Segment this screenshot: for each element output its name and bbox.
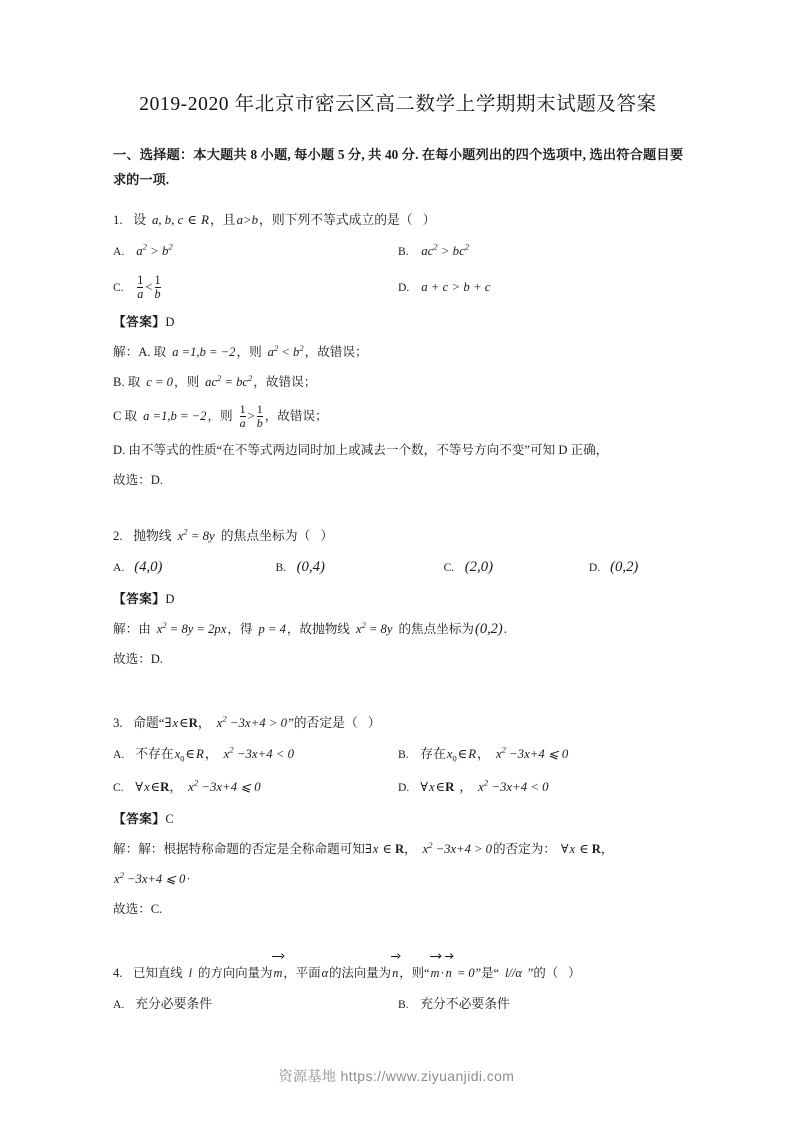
option-label-c: C. bbox=[443, 561, 455, 574]
math-a-b-c-in-R: a, b, c bbox=[152, 213, 184, 227]
question-2-answer bbox=[113, 584, 683, 614]
question-1-option-d[interactable] bbox=[398, 268, 683, 307]
option-label-a: A. bbox=[113, 245, 125, 258]
q3-sol-pre: 解：根据特称命题的否定是全称命题可知 bbox=[138, 842, 365, 856]
question-2-option-c[interactable] bbox=[444, 551, 589, 584]
question-4-stem-part-6: ”是“ bbox=[475, 966, 499, 980]
question-1-solution-line-c: C 取 a =1,b = −2，则 $\frac{1}{a}$ > $\frac{1}{b}$ ，故错误； bbox=[113, 402, 328, 430]
question-block-3 bbox=[113, 708, 683, 924]
answer-tag: 【答案】 bbox=[113, 315, 166, 329]
question-block-2 bbox=[113, 521, 683, 674]
math-a-plus-c-gt-b-plus-c: a + c > b + c bbox=[421, 280, 491, 294]
q1-sol-a-pre: A. 取 bbox=[138, 345, 167, 359]
question-1-number: 1. bbox=[113, 213, 123, 227]
question-4-stem-part-4: 的法向量为 bbox=[329, 966, 392, 980]
option-label-d: D. bbox=[398, 781, 410, 794]
math-x2-eq-8y: $x^2 = 8y$ bbox=[177, 526, 215, 543]
question-1-solution-line-d: D. 由不等式的性质“在不等式两边同时加上或减去一个数，不等号方向不变”可知 D 正确， bbox=[113, 443, 609, 457]
question-3-stem: 3. 命题“∃x∈R， $x^2 -3x+4 > 0$”的否定是（ ） bbox=[113, 708, 683, 738]
answer-tag: 【答案】 bbox=[113, 812, 166, 826]
option-label-d: D. bbox=[398, 281, 410, 294]
option-label-b: B. bbox=[398, 748, 409, 761]
q2-sol-post: . bbox=[503, 622, 507, 636]
q2-sol-mid1: ，得 bbox=[227, 622, 253, 636]
q3-sol-mid: 的否定为： bbox=[492, 842, 556, 856]
solution-prefix: 解： bbox=[113, 842, 139, 856]
q2-sol-pre: 解：由 bbox=[113, 622, 151, 636]
question-1-stem-part-2: ，且 bbox=[210, 213, 236, 227]
fraction-one-over-b: $\frac{1}{b}$ bbox=[154, 273, 161, 301]
question-3-options-row-2 bbox=[113, 771, 683, 804]
q3-sol-tail-dot: · bbox=[186, 872, 191, 886]
q1-sol-b-post: ，故错误； bbox=[253, 375, 317, 389]
question-2-option-b[interactable] bbox=[275, 551, 443, 584]
page-title: 2019-2020 年北京市密云区高二数学上学期期末试题及答案 bbox=[139, 94, 657, 115]
option-label-a: A. bbox=[113, 998, 125, 1011]
question-2-option-b-value: (0,4) bbox=[296, 559, 325, 575]
solution-prefix: 解： bbox=[113, 345, 139, 359]
question-2-answer-value: D bbox=[165, 592, 175, 606]
question-3-stem-part-3: ） bbox=[367, 716, 381, 730]
question-3-answer-value: C bbox=[165, 812, 174, 826]
question-4-stem-part-3: ，平面 bbox=[283, 966, 321, 980]
question-3-answer bbox=[113, 804, 683, 834]
question-1-stem-part-1: 设 bbox=[133, 213, 146, 227]
option-label-d: D. bbox=[588, 561, 601, 574]
question-1-options-row-1 bbox=[113, 235, 683, 268]
q1-sol-b-pre: B. 取 bbox=[113, 375, 141, 389]
question-2-solution: 解：由 $x^2 = 8y = 2px$，得 p = 4，故抛物线 $x^2 = 8y$ 的焦点坐标为(0,2). bbox=[113, 619, 507, 637]
question-2-stem-part-2: 的焦点坐标为（ bbox=[220, 529, 311, 543]
question-2-conclusion: 故选：D. bbox=[113, 652, 164, 666]
question-4-stem-part-1: 已知直线 bbox=[133, 966, 183, 980]
fraction-one-over-a: $\frac{1}{a}$ bbox=[137, 273, 144, 301]
math-a-gt-b: a>b bbox=[236, 213, 259, 227]
question-2-option-d-value: (0,2) bbox=[610, 559, 639, 575]
question-2-stem-part-1: 抛物线 bbox=[133, 529, 172, 543]
question-2-option-a-value: (4,0) bbox=[134, 559, 163, 575]
q1-sol-c-pre: C 取 bbox=[113, 409, 138, 423]
question-2-options-row bbox=[113, 551, 683, 584]
question-4-stem-part-7: ”的（ bbox=[527, 966, 559, 980]
answer-tag: 【答案】 bbox=[113, 592, 166, 606]
q1-sol-c-post: ，故错误； bbox=[264, 409, 328, 423]
question-3-conclusion: 故选：C. bbox=[113, 902, 163, 916]
question-4-option-a-value: 充分必要条件 bbox=[135, 997, 212, 1011]
question-3-solution-line-2: $x^2 -3x+4$ ⩽ 0· bbox=[114, 869, 191, 886]
question-1-stem-part-4: ） bbox=[422, 213, 436, 227]
question-3-option-c[interactable]: C. ∀x∈R， $x^2 -3x+4$ ⩽ 0 bbox=[113, 771, 398, 804]
question-1-solution-line-a: 解：A. 取 a =1,b = −2，则 $a^2 < b^2$，故错误； bbox=[113, 342, 368, 359]
option-label-a: A. bbox=[113, 561, 125, 574]
question-4-stem: 4. 已知直线 l 的方向向量为m，平面α的法向量为n，则“m·n = 0”是“ l//α ”的（ ） bbox=[113, 958, 683, 988]
question-4-option-a[interactable] bbox=[113, 988, 398, 1021]
q2-sol-mid3: 的焦点坐标为 bbox=[398, 622, 474, 636]
question-3-number: 3. bbox=[113, 716, 123, 730]
question-2-option-a[interactable] bbox=[113, 551, 275, 584]
q2-sol-mid2: ，故抛物线 bbox=[286, 622, 350, 636]
question-2-option-c-value: (2,0) bbox=[464, 559, 493, 575]
question-1-solution-line-b: B. 取 c = 0，则 $ac^2 = bc^2$，故错误； bbox=[113, 372, 317, 389]
question-3-option-d[interactable]: D. ∀x∈R ， $x^2 -3x+4 < 0$ bbox=[398, 771, 683, 804]
math-ac2-gt-bc2: $ac^2 > bc^2$ bbox=[421, 241, 470, 258]
option-label-c: C. bbox=[113, 781, 124, 794]
math-a2-gt-b2: $a^2 > b^2$ bbox=[136, 241, 173, 258]
question-4-option-b-value: 充分不必要条件 bbox=[420, 997, 510, 1011]
question-4-stem-part-2: 的方向向量为 bbox=[198, 966, 273, 980]
question-2-stem bbox=[113, 521, 683, 551]
q1-sol-b-mid: ，则 bbox=[173, 375, 200, 389]
vector-n: n bbox=[391, 958, 399, 988]
question-1-option-a[interactable] bbox=[113, 235, 398, 268]
question-4-options-row-1 bbox=[113, 988, 683, 1021]
question-block-1 bbox=[113, 205, 683, 495]
vector-m: m bbox=[272, 958, 283, 988]
option-label-b: B. bbox=[398, 245, 409, 258]
question-3-stem-part-2: ”的否定是（ bbox=[288, 716, 358, 730]
question-block-4 bbox=[113, 958, 683, 1021]
section-intro bbox=[113, 142, 683, 192]
question-2-stem-part-3: ） bbox=[320, 529, 334, 543]
question-3-solution-line-1: 解：解：根据特称命题的否定是全称命题可知∃x ∈ R， $x^2 -3x+4 > 0$的否定为： ∀x ∈ R， bbox=[113, 839, 614, 856]
page-content bbox=[113, 88, 683, 1025]
question-1-conclusion: 故选：D. bbox=[113, 473, 164, 487]
option-label-a: A. bbox=[113, 748, 125, 761]
question-1-option-b[interactable] bbox=[398, 235, 683, 268]
option-label-b: B. bbox=[398, 998, 409, 1011]
question-2-number: 2. bbox=[113, 529, 123, 543]
option-label-b: B. bbox=[275, 561, 287, 574]
question-1-answer bbox=[113, 307, 683, 337]
question-3-options-row-1 bbox=[113, 738, 683, 771]
question-4-number: 4. bbox=[113, 966, 123, 980]
question-1-answer-value: D bbox=[165, 315, 175, 329]
section-intro-body: 本大题共 8 小题, 每小题 5 分, 共 40 分. 在每小题列出的四个选项中, 选出符合题目要求的一项. bbox=[113, 147, 684, 187]
question-2-option-d[interactable] bbox=[589, 551, 683, 584]
q1-sol-c-mid: ，则 bbox=[207, 409, 233, 423]
question-1-options-row-2 bbox=[113, 268, 683, 307]
question-3-option-b[interactable]: B. 存在$x_0\in R$， $x^2 -3x+4$ ⩽ 0 bbox=[398, 738, 683, 771]
question-1-stem: 1. 设 a, b, c ∈ R，且a>b，则下列不等式成立的是（ ） bbox=[113, 205, 683, 235]
question-4-stem-part-5: ，则“ bbox=[399, 966, 430, 980]
question-4-stem-part-8: ） bbox=[568, 966, 581, 980]
q1-sol-a-mid: ，则 bbox=[236, 345, 262, 359]
q1-sol-a-post: ，故错误； bbox=[304, 345, 368, 359]
section-intro-lead: 一、选择题： bbox=[113, 147, 194, 162]
option-label-c: C. bbox=[113, 281, 124, 294]
footer-watermark: 资源基地 https://www.ziyuanjidi.com bbox=[278, 1068, 515, 1084]
question-3-stem-part-1: 命题“ bbox=[133, 716, 165, 730]
question-3-option-a[interactable]: A. 不存在$x_0\in R$， $x^2 -3x+4 < 0$ bbox=[113, 738, 398, 771]
question-1-stem-part-3: ，则下列不等式成立的是（ bbox=[259, 213, 413, 227]
question-1-option-c[interactable]: C. $\frac{1}{a}$ < $\frac{1}{b}$ bbox=[113, 268, 398, 307]
question-4-option-b[interactable] bbox=[398, 988, 683, 1021]
